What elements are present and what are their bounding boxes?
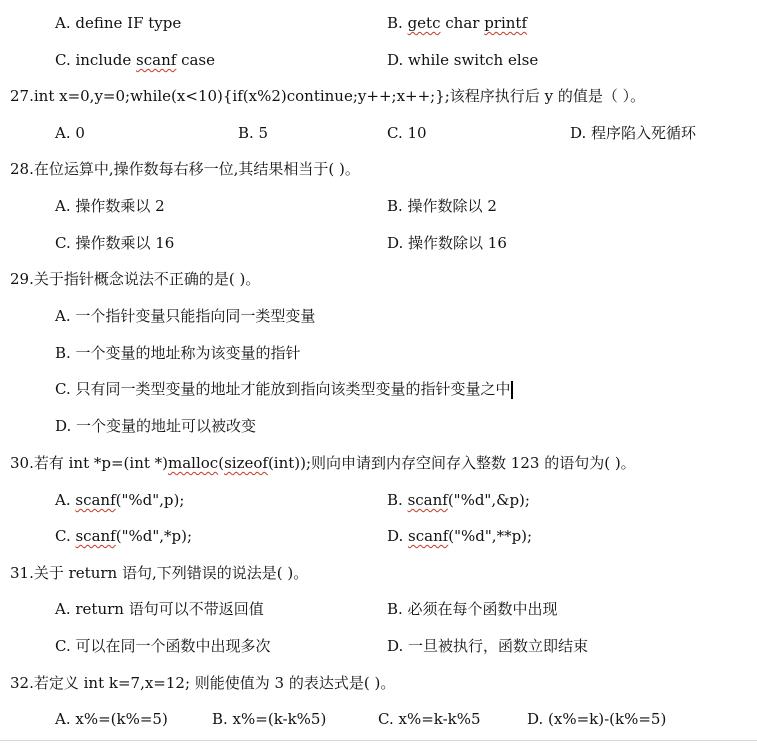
q26-option-d: D. while switch else <box>387 51 539 69</box>
q26-option-b-prefix: B. <box>387 14 408 32</box>
page-bottom-divider <box>0 740 757 741</box>
q30-option-b-scanf: scanf <box>407 491 448 509</box>
q32-option-b: B. x%=(k-k%5) <box>212 710 327 728</box>
q28-option-a: A. 操作数乘以 2 <box>55 197 165 215</box>
q26-option-c-suffix: case <box>176 51 215 69</box>
q29-option-d: D. 一个变量的地址可以被改变 <box>55 417 257 435</box>
q30-option-d-scanf: scanf <box>408 527 449 545</box>
q28-option-d: D. 操作数除以 16 <box>387 234 507 252</box>
q30-option-d-prefix: D. <box>387 527 409 545</box>
q30-stem-malloc: malloc <box>168 454 219 472</box>
q31-option-c: C. 可以在同一个函数中出现多次 <box>55 637 271 655</box>
q30-stem-suffix: (int));则向申请到内存空间存入整数 123 的语句为( )。 <box>267 454 636 472</box>
q29-stem: 29.关于指针概念说法不正确的是( )。 <box>10 270 261 288</box>
q31-option-b: B. 必须在每个函数中出现 <box>387 600 558 618</box>
q30-stem-paren: ( <box>218 454 225 472</box>
q31-stem: 31.关于 return 语句,下列错误的说法是( )。 <box>10 564 309 582</box>
q30-option-a-args: ("%d",p); <box>115 491 185 509</box>
q30-option-c-args: ("%d",*p); <box>115 527 193 545</box>
q32-option-d: D. (x%=k)-(k%=5) <box>527 710 667 728</box>
q27-option-a: A. 0 <box>55 124 85 142</box>
q29-option-a: A. 一个指针变量只能指向同一类型变量 <box>55 307 316 325</box>
q26-option-c <box>55 50 215 70</box>
q31-option-a: A. return 语句可以不带返回值 <box>55 600 264 618</box>
q30-option-c-prefix: C. <box>55 527 76 545</box>
q28-stem: 28.在位运算中,操作数每右移一位,其结果相当于( )。 <box>10 160 360 178</box>
q30-option-a-prefix: A. <box>55 491 76 509</box>
q26-option-c-word: scanf <box>136 51 177 69</box>
q32-option-c: C. x%=k-k%5 <box>378 710 481 728</box>
q27-option-d: D. 程序陷入死循环 <box>570 124 697 142</box>
q27-option-c: C. 10 <box>387 124 427 142</box>
q27-stem: 27.int x=0,y=0;while(x<10){if(x%2)continue;y++;x++;};该程序执行后 y 的值是（ ）。 <box>10 87 646 105</box>
q26-option-b-word1: getc <box>407 14 441 32</box>
q29-option-b: B. 一个变量的地址称为该变量的指针 <box>55 344 301 362</box>
q26-option-a: A. define IF type <box>55 14 182 32</box>
q30-option-b <box>387 490 530 510</box>
q30-option-d <box>387 526 532 546</box>
q30-option-b-prefix: B. <box>387 491 408 509</box>
q30-option-c <box>55 526 192 546</box>
q30-stem-prefix: 30.若有 int *p=(int *) <box>10 454 169 472</box>
q32-option-a: A. x%=(k%=5) <box>55 710 168 728</box>
q26-option-b-mid: char <box>440 14 485 32</box>
q27-option-b: B. 5 <box>238 124 269 142</box>
q30-option-d-args: ("%d",**p); <box>448 527 533 545</box>
q30-stem-sizeof: sizeof <box>224 454 268 472</box>
q30-option-a <box>55 490 184 510</box>
q32-stem: 32.若定义 int k=7,x=12; 则能使值为 3 的表达式是( )。 <box>10 674 396 692</box>
q30-option-c-scanf: scanf <box>75 527 116 545</box>
q30-option-a-scanf: scanf <box>75 491 116 509</box>
q30-option-b-args: ("%d",&p); <box>447 491 530 509</box>
q26-option-b-word2: printf <box>484 14 528 32</box>
q29-option-c <box>55 379 513 399</box>
q26-option-b <box>387 13 527 33</box>
q28-option-c: C. 操作数乘以 16 <box>55 234 175 252</box>
q28-option-b: B. 操作数除以 2 <box>387 197 497 215</box>
q26-option-c-prefix: C. include <box>55 51 137 69</box>
q29-option-c-text: C. 只有同一类型变量的地址才能放到指向该类型变量的指针变量之中 <box>55 380 511 398</box>
q31-option-d: D. 一旦被执行，函数立即结束 <box>387 637 589 655</box>
text-cursor <box>511 381 513 399</box>
q30-stem <box>10 453 636 473</box>
